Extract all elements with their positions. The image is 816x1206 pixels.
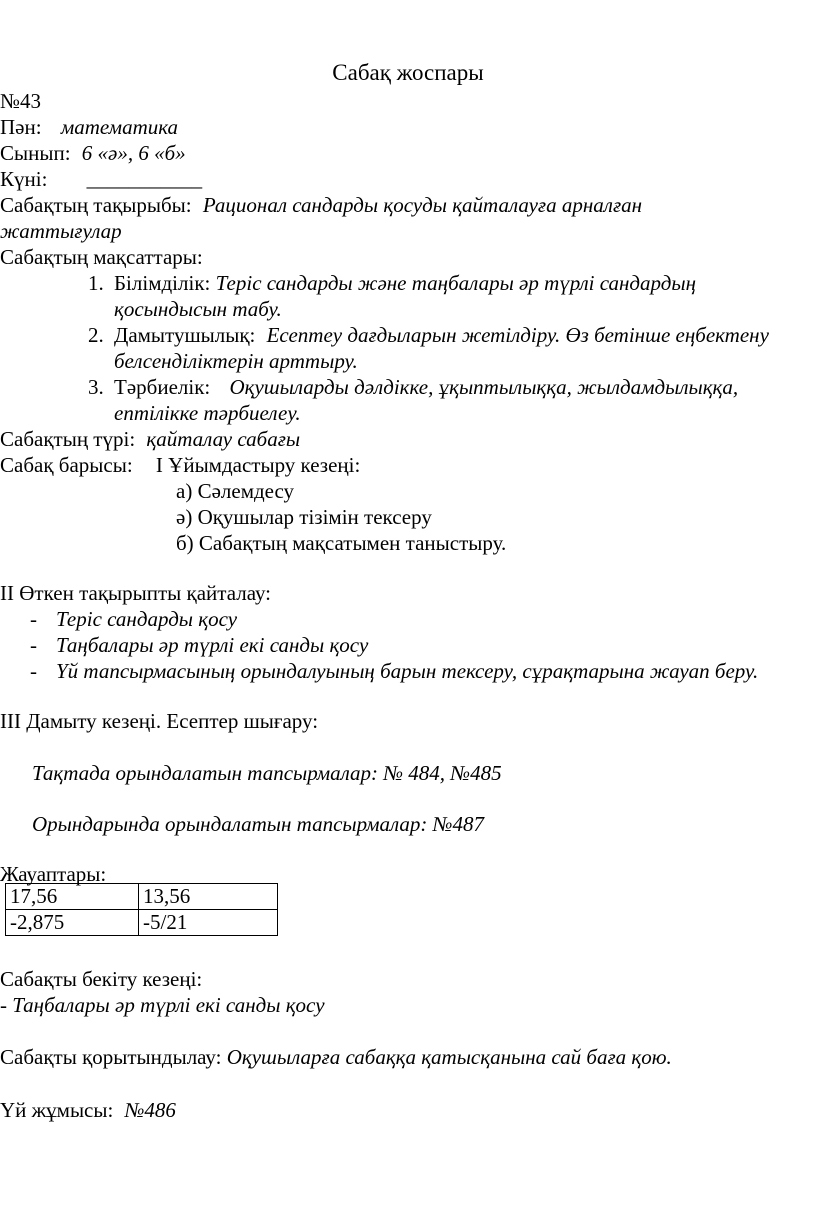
goal-text: Есептеу дағдыларын жетілдіру. Өз бетінше еңбектену (266, 323, 769, 347)
topic-row (0, 192, 642, 218)
subject-label: Пән: (0, 115, 42, 139)
desk-tasks: Орындарында орындалатын тапсырмалар: №487 (32, 812, 484, 836)
stage1-item: б) Сабақтың мақсатымен таныстыру. (176, 531, 507, 555)
date-row (0, 166, 202, 192)
answer-cell: 17,56 (6, 884, 139, 910)
answer-cell: -2,875 (6, 910, 139, 936)
grade-label: Сынып: (0, 141, 71, 165)
stage2-item-text: Таңбалары әр түрлі екі санды қосу (56, 633, 369, 657)
goal-label: Дамытушылық: (114, 323, 256, 347)
consolidation-item: - Таңбалары әр түрлі екі санды қосу (0, 993, 325, 1017)
grade-value: 6 «ә», 6 «б» (81, 141, 186, 165)
homework-row (0, 1097, 176, 1123)
goal-label: Білімділік: (114, 271, 211, 295)
goal-number: 3. (88, 375, 104, 399)
stage2-item (30, 632, 368, 658)
lesson-type-row (0, 426, 300, 452)
goal-text: Теріс сандарды және таңбалары әр түрлі сандардың (215, 271, 697, 295)
stage1-item: ә) Оқушылар тізімін тексеру (176, 505, 432, 529)
conclusion-row (0, 1044, 672, 1070)
lesson-flow-label: Сабақ барысы: (0, 453, 133, 477)
goals-label: Сабақтың мақсаттары: (0, 245, 203, 269)
stage2-item (30, 658, 758, 684)
homework-value: №486 (124, 1098, 176, 1122)
lesson-type-label: Сабақтың түрі: (0, 427, 136, 451)
goal-text-cont: белсенділіктерін арттыру. (114, 349, 358, 373)
answers-table (5, 883, 278, 936)
page-title: Сабақ жоспары (332, 60, 484, 85)
goal-number: 1. (88, 271, 104, 295)
topic-value: Рационал сандарды қосуды қайталауға арналған (202, 193, 643, 217)
consolidation-heading: Сабақты бекіту кезеңі: (0, 967, 203, 991)
answer-cell: -5/21 (139, 910, 278, 936)
stage1-heading: I Ұйымдастыру кезеңі: (155, 453, 361, 477)
homework-label: Үй жұмысы: (0, 1098, 114, 1122)
goal-text-cont: қосындысын табу. (114, 297, 282, 321)
topic-label: Сабақтың тақырыбы: (0, 193, 192, 217)
date-label: Күні: (0, 167, 48, 191)
dash-bullet: - (30, 633, 37, 657)
stage1-item: а) Сәлемдесу (176, 479, 295, 503)
dash-bullet: - (30, 659, 37, 683)
goal-label: Тәрбиелік: (114, 375, 211, 399)
goal-text: Оқушыларды дәлдікке, ұқыптылыққа, жылдамдылыққа, (229, 375, 739, 399)
lesson-number: №43 (0, 89, 42, 113)
stage2-item (30, 606, 237, 632)
subject-row (0, 114, 178, 140)
table-row (6, 884, 278, 910)
stage2-item-text: Теріс сандарды қосу (56, 607, 238, 631)
grade-row (0, 140, 186, 166)
table-row (6, 910, 278, 936)
answers-label: Жауаптары: (0, 862, 107, 886)
dash-bullet: - (30, 607, 37, 631)
goal-item (88, 270, 696, 296)
date-value: ___________ (86, 167, 203, 191)
conclusion-label: Сабақты қорытындылау: (0, 1045, 222, 1069)
goal-item (88, 322, 769, 348)
stage3-heading: III Дамыту кезеңі. Есептер шығару: (0, 709, 319, 733)
subject-value: математика (60, 115, 179, 139)
goal-item (88, 374, 738, 400)
goal-number: 2. (88, 323, 104, 347)
stage2-heading: II Өткен тақырыпты қайталау: (0, 581, 272, 605)
conclusion-value: Оқушыларға сабаққа қатысқанына сай баға қою. (226, 1045, 672, 1069)
lesson-type-value: қайталау сабағы (146, 427, 301, 451)
board-tasks: Тақтада орындалатын тапсырмалар: № 484, №485 (32, 761, 502, 785)
goal-text-cont: ептілікке тәрбиелеу. (114, 401, 301, 425)
lesson-flow-row (0, 452, 360, 478)
stage2-item-text: Үй тапсырмасының орындалуының барын тексеру, сұрақтарына жауап беру. (56, 659, 759, 683)
answer-cell: 13,56 (139, 884, 278, 910)
topic-value-cont: жаттығулар (0, 219, 122, 243)
